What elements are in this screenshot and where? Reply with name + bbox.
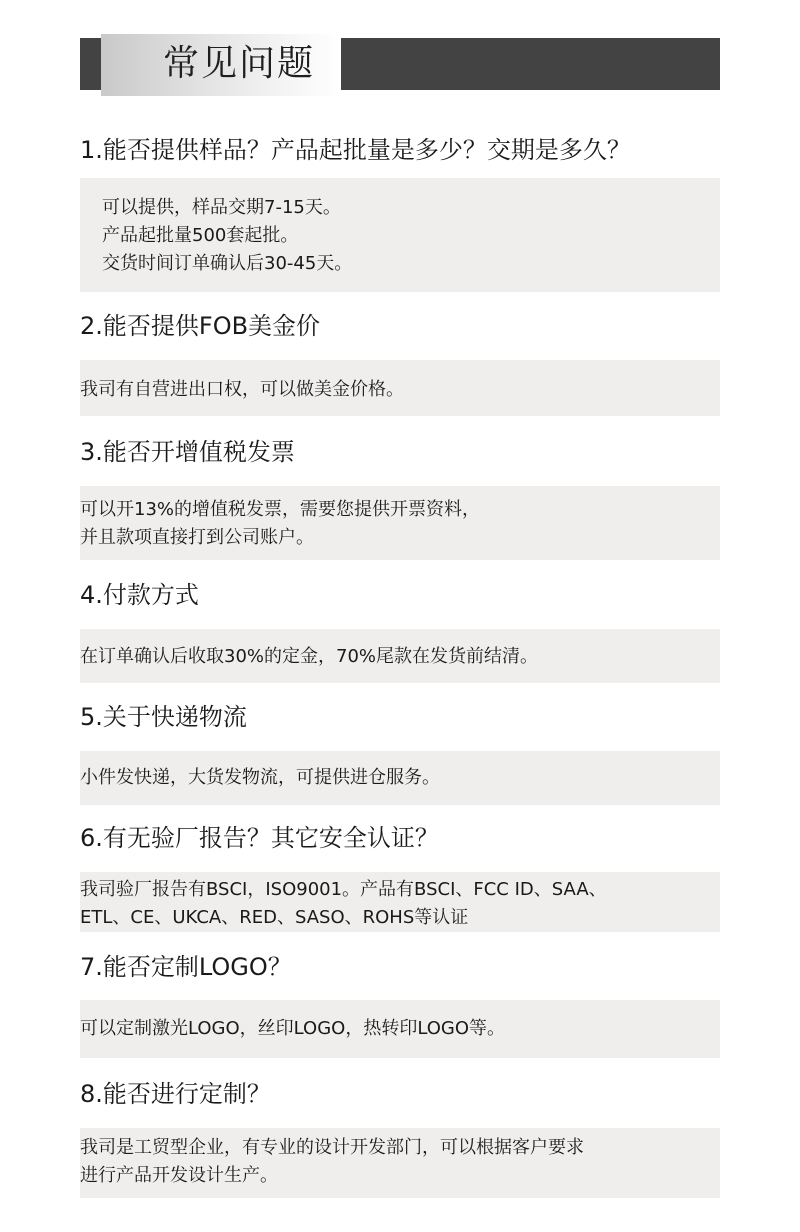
faq-answer-5: 小件发快递，大货发物流，可提供进仓服务。 xyxy=(80,767,440,788)
faq-answer-8: 我司是工贸型企业，有专业的设计开发部门，可以根据客户要求 进行产品开发设计生产。 xyxy=(80,1137,584,1186)
faq-question-4: 4.付款方式 xyxy=(80,581,199,609)
faq-question-1: 1.能否提供样品？产品起批量是多少？交期是多久？ xyxy=(80,136,631,164)
faq-question-8: 8.能否进行定制？ xyxy=(80,1080,271,1108)
faq-answer-box-4 xyxy=(80,629,720,683)
faq-question-5: 5.关于快递物流 xyxy=(80,703,247,731)
faq-answer-4: 在订单确认后收取30%的定金，70%尾款在发货前结清。 xyxy=(80,646,539,667)
faq-answer-box-3 xyxy=(80,486,720,560)
faq-question-2: 2.能否提供FOB美金价 xyxy=(80,312,321,340)
faq-answer-box-8 xyxy=(80,1128,720,1198)
faq-answer-2: 我司有自营进出口权，可以做美金价格。 xyxy=(80,379,404,400)
header-title-tab xyxy=(101,34,341,96)
faq-answer-box-2 xyxy=(80,360,720,416)
faq-answer-box-6 xyxy=(80,872,720,932)
faq-question-3: 3.能否开增值税发票 xyxy=(80,438,295,466)
faq-answer-box-7 xyxy=(80,1000,720,1058)
page-title: 常见问题 xyxy=(163,43,316,84)
faq-answer-1: 可以提供，样品交期7-15天。 产品起批量500套起批。 交货时间订单确认后30-45天。 xyxy=(102,197,353,274)
faq-answer-6: 我司验厂报告有BSCI，ISO9001。产品有BSCI、FCC ID、SAA、 ETL、CE、UKCA、RED、SASO、ROHS等认证 xyxy=(80,879,607,928)
faq-answer-box-1 xyxy=(80,178,720,292)
faq-answer-3: 可以开13%的增值税发票，需要您提供开票资料， 并且款项直接打到公司账户。 xyxy=(80,499,481,548)
faq-question-7: 7.能否定制LOGO？ xyxy=(80,953,292,981)
section-header xyxy=(80,38,720,90)
faq-answer-box-5 xyxy=(80,751,720,805)
faq-answer-7: 可以定制激光LOGO，丝印LOGO，热转印LOGO等。 xyxy=(80,1018,506,1039)
faq-question-6: 6.有无验厂报告？其它安全认证？ xyxy=(80,824,439,852)
